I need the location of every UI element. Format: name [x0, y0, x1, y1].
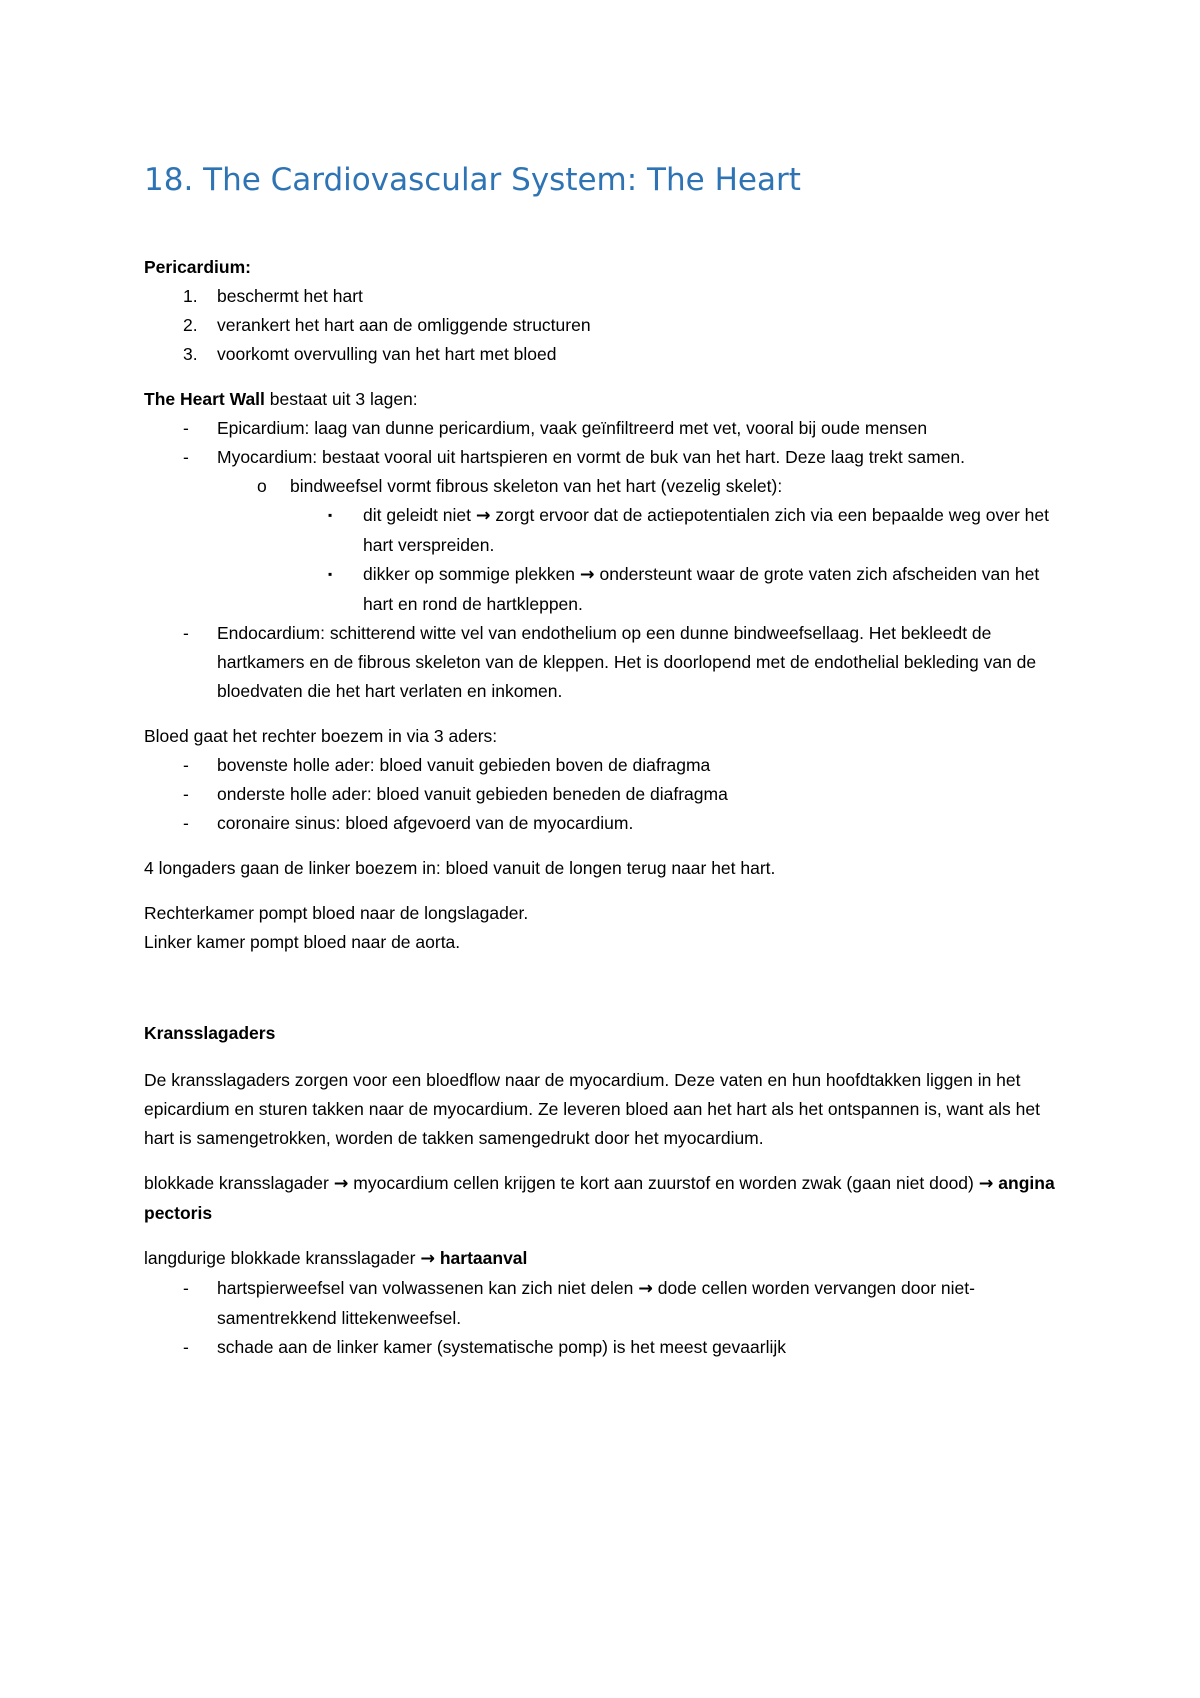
list-item: 3. voorkomt overvulling van het hart met bloed [183, 344, 557, 364]
blood-in-intro: Bloed gaat het rechter boezem in via 3 aders: [144, 726, 498, 746]
page-title: 18. The Cardiovascular System: The Heart [144, 162, 801, 198]
kransslagaders-paragraph: De kransslagaders zorgen voor een bloedflow naar de myocardium. Deze vaten en hun hoofdtakken liggen in het epicardium en sturen takken naar de myocardium. Ze leveren bloed aan het hart als het ontspannen is, want als het hart is samengetrokken, worden de takken samengedrukt door het myocardium. [144, 1070, 1040, 1148]
kransslagaders-heading: Kransslagaders [144, 1023, 276, 1043]
list-item: - bovenste holle ader: bloed vanuit gebieden boven de diafragma [183, 755, 711, 775]
list-item: - coronaire sinus: bloed afgevoerd van de myocardium. [183, 813, 634, 833]
langdurige-paragraph: langdurige blokkade kransslagader → hartaanval [144, 1248, 528, 1269]
longaders-paragraph: 4 longaders gaan de linker boezem in: bloed vanuit de longen terug naar het hart. [144, 858, 776, 878]
sub-sub-list-item: ▪ dikker op sommige plekken → ondersteunt waar de grote vaten zich afscheiden van het hart en rond de hartkleppen. [328, 564, 1040, 614]
rechterkamer-line: Rechterkamer pompt bloed naar de longslagader. [144, 903, 529, 923]
arrow-icon: → [475, 506, 491, 526]
list-item: 2. verankert het hart aan de omliggende structuren [183, 315, 591, 335]
linkerkamer-line: Linker kamer pompt bloed naar de aorta. [144, 932, 461, 952]
list-item: - Endocardium: schitterend witte vel van endothelium op een dunne bindweefsellaag. Het bekleedt de hartkamers en de fibrous skeleton van de kleppen. Het is doorlopend met de endothelial bekleding van de bloedvaten die het hart verlaten en inkomen. [183, 623, 1037, 701]
list-item: - Myocardium: bestaat vooral uit hartspieren en vormt de buk van het hart. Deze laag trekt samen. [183, 447, 966, 467]
list-item: - onderste holle ader: bloed vanuit gebieden beneden de diafragma [183, 784, 728, 804]
document-body [144, 253, 1064, 1362]
pericardium-heading: Pericardium: [144, 257, 251, 277]
blokkade-paragraph: blokkade kransslagader → myocardium cellen krijgen te kort aan zuurstof en worden zwak (gaan niet dood) → angina pectoris [144, 1173, 1055, 1223]
list-item: 1. beschermt het hart [183, 286, 363, 306]
arrow-icon: → [420, 1249, 435, 1269]
arrow-icon: → [978, 1174, 994, 1194]
sub-sub-list-item: ▪ dit geleidt niet → zorgt ervoor dat de actiepotentialen zich via een bepaalde weg over het hart verspreiden. [328, 505, 1049, 555]
sub-list-item: o bindweefsel vormt fibrous skeleton van het hart (vezelig skelet): [257, 476, 783, 496]
arrow-icon: → [638, 1279, 653, 1299]
heart-wall-heading: The Heart Wall bestaat uit 3 lagen: [144, 389, 418, 409]
list-item: - Epicardium: laag van dunne pericardium, vaak geïnfiltreerd met vet, vooral bij oude mensen [183, 418, 928, 438]
list-item: - schade aan de linker kamer (systematische pomp) is het meest gevaarlijk [183, 1337, 786, 1357]
list-item: - hartspierweefsel van volwassenen kan zich niet delen → dode cellen worden vervangen door niet-samentrekkend littekenweefsel. [183, 1278, 975, 1328]
arrow-icon: → [579, 565, 595, 585]
arrow-icon: → [333, 1174, 349, 1194]
